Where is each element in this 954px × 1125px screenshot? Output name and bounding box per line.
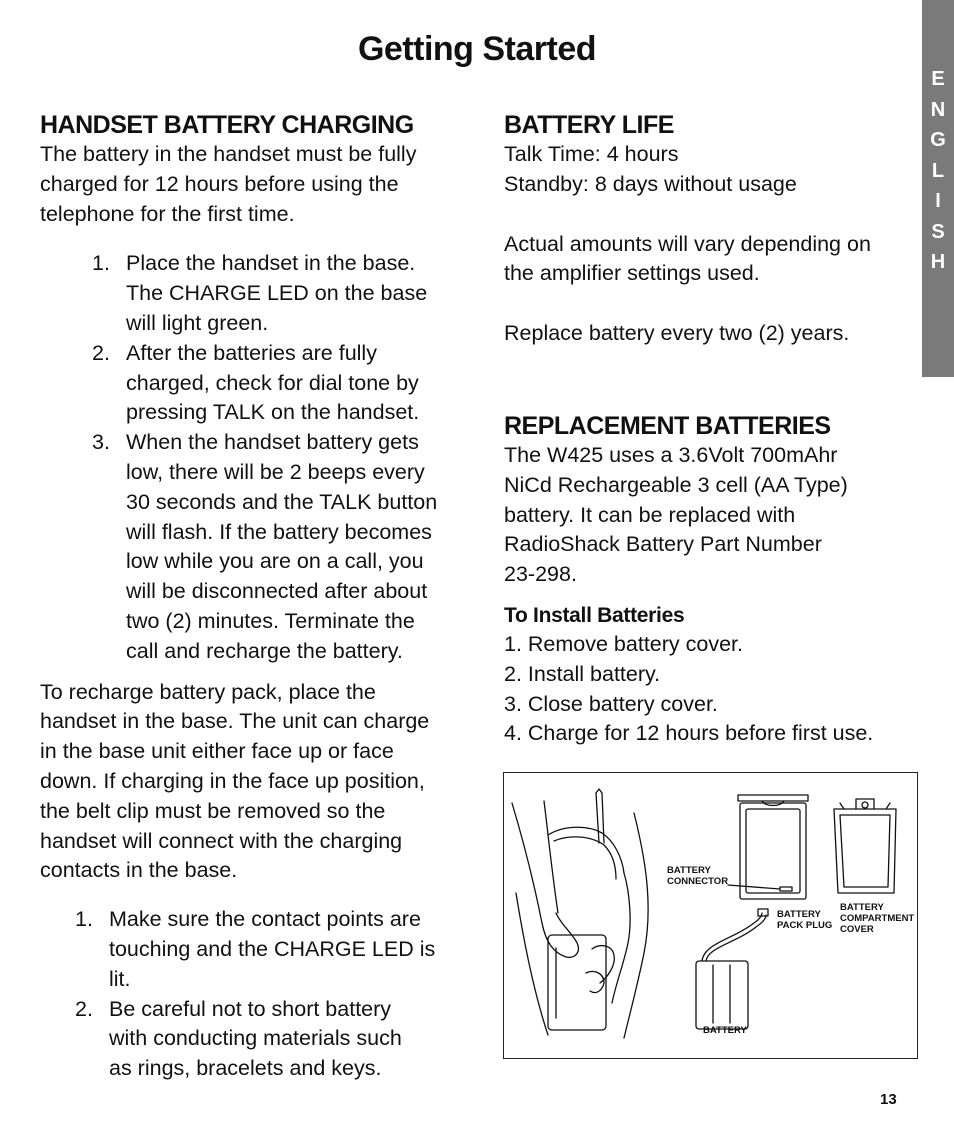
- text-line: RadioShack Battery Part Number: [504, 532, 822, 557]
- handset-drawing: [548, 789, 606, 1030]
- vary-paragraph: [504, 230, 916, 290]
- recharge-paragraph: [40, 678, 460, 887]
- handset-charging-heading: HANDSET BATTERY CHARGING: [40, 111, 414, 139]
- battery-pack-plug-label: [777, 909, 832, 931]
- text-line: lit.: [109, 966, 131, 991]
- battery-connector-label: [667, 865, 728, 887]
- label-line: PACK PLUG: [777, 920, 833, 931]
- battery-compartment-drawing: [728, 795, 808, 899]
- text-line: charged for 12 hours before using the: [40, 171, 399, 196]
- text-line: low, there will be 2 beeps every: [126, 459, 425, 484]
- tab-letter: S: [931, 220, 945, 243]
- tab-letter: H: [930, 251, 946, 273]
- label-line: BATTERY: [777, 909, 821, 920]
- text-line: battery. It can be replaced with: [504, 502, 796, 527]
- text-line: The battery in the handset must be fully: [40, 142, 417, 166]
- text-line: 30 seconds and the TALK button: [126, 489, 438, 514]
- step-number: 2.: [75, 996, 93, 1021]
- intro-paragraph: [40, 140, 460, 229]
- text-line: Make sure the contact points are: [109, 907, 421, 932]
- text-line: Be careful not to short battery: [109, 996, 392, 1021]
- battery-illustration: [503, 772, 918, 1059]
- label-line: CONNECTOR: [667, 876, 729, 887]
- step-number: 2.: [92, 340, 110, 365]
- text-line: handset will connect with the charging: [40, 828, 403, 853]
- battery-compartment-cover-label: [840, 902, 914, 935]
- battery-life-heading: BATTERY LIFE: [504, 111, 674, 139]
- text-line: call and recharge the battery.: [126, 638, 403, 663]
- step-number: 3.: [92, 430, 110, 455]
- text-line: two (2) minutes. Terminate the: [126, 608, 415, 633]
- label-line: COVER: [840, 924, 874, 935]
- text-line: with conducting materials such: [109, 1026, 402, 1051]
- list-item: [92, 339, 460, 428]
- label-line: BATTERY: [667, 865, 711, 876]
- label-line: COMPARTMENT: [840, 913, 915, 924]
- text-line: down. If charging in the face up position,: [40, 768, 425, 793]
- standby-time: Standby: 8 days without usage: [504, 171, 797, 196]
- tab-letter: I: [935, 190, 941, 212]
- text-line: pressing TALK on the handset.: [126, 400, 420, 425]
- text-line: Actual amounts will vary depending on: [504, 231, 871, 256]
- left-column: [40, 110, 460, 1084]
- text-line: Place the handset in the base.: [126, 251, 416, 276]
- right-column: [504, 110, 916, 749]
- replace-note: Replace battery every two (2) years.: [504, 321, 850, 346]
- tab-letter: N: [930, 98, 946, 121]
- text-line: touching and the CHARGE LED is: [109, 936, 436, 961]
- install-step: 2. Install battery.: [504, 661, 661, 686]
- list-item: [92, 428, 460, 666]
- text-line: will be disconnected after about: [126, 579, 428, 604]
- text-line: The W425 uses a 3.6Volt 700mAhr: [504, 442, 838, 467]
- text-line: in the base unit either face up or face: [40, 739, 394, 764]
- install-batteries-heading: To Install Batteries: [504, 603, 685, 627]
- label-line: BATTERY: [840, 902, 884, 913]
- battery-pack-drawing: [696, 909, 768, 1029]
- text-line: charged, check for dial tone by: [126, 370, 419, 395]
- list-item: [75, 995, 460, 1084]
- text-line: will light green.: [126, 310, 269, 335]
- text-line: When the handset battery gets: [126, 430, 419, 455]
- tab-letter: E: [931, 68, 945, 90]
- text-line: contacts in the base.: [40, 858, 238, 883]
- text-line: NiCd Rechargeable 3 cell (AA Type): [504, 472, 848, 497]
- text-line: the belt clip must be removed so the: [40, 798, 386, 823]
- battery-cover-drawing: [834, 799, 896, 893]
- text-line: To recharge battery pack, place the: [40, 679, 376, 704]
- tab-letter: L: [931, 159, 945, 182]
- text-line: telephone for the first time.: [40, 201, 295, 226]
- text-line: The CHARGE LED on the base: [126, 281, 428, 306]
- language-tab: [922, 0, 954, 377]
- replacement-batteries-heading: REPLACEMENT BATTERIES: [504, 411, 831, 440]
- install-step: 3. Close battery cover.: [504, 691, 718, 716]
- text-line: handset in the base. The unit can charge: [40, 709, 430, 734]
- charging-tips: [75, 905, 460, 1084]
- page-title: Getting Started: [357, 30, 597, 68]
- hands-drawing: [512, 801, 648, 1038]
- list-item: [92, 249, 460, 338]
- text-line: as rings, bracelets and keys.: [109, 1056, 382, 1081]
- tab-letter: G: [930, 129, 946, 151]
- text-line: 23-298.: [504, 562, 577, 587]
- page-number: 13: [880, 1091, 897, 1108]
- install-step: 4. Charge for 12 hours before first use.: [504, 721, 874, 746]
- talk-time: Talk Time: 4 hours: [504, 142, 679, 166]
- text-line: the amplifier settings used.: [504, 261, 760, 286]
- step-number: 1.: [92, 251, 110, 276]
- text-line: After the batteries are fully: [126, 340, 377, 365]
- install-step: 1. Remove battery cover.: [504, 631, 743, 656]
- list-item: [75, 905, 460, 994]
- language-tab-letters: [922, 64, 954, 278]
- charging-steps: [92, 249, 460, 666]
- text-line: will flash. If the battery becomes: [126, 519, 432, 544]
- battery-label: BATTERY: [703, 1025, 747, 1036]
- replacement-paragraph: [504, 441, 916, 590]
- text-line: low while you are on a call, you: [126, 549, 424, 574]
- step-number: 1.: [75, 907, 93, 932]
